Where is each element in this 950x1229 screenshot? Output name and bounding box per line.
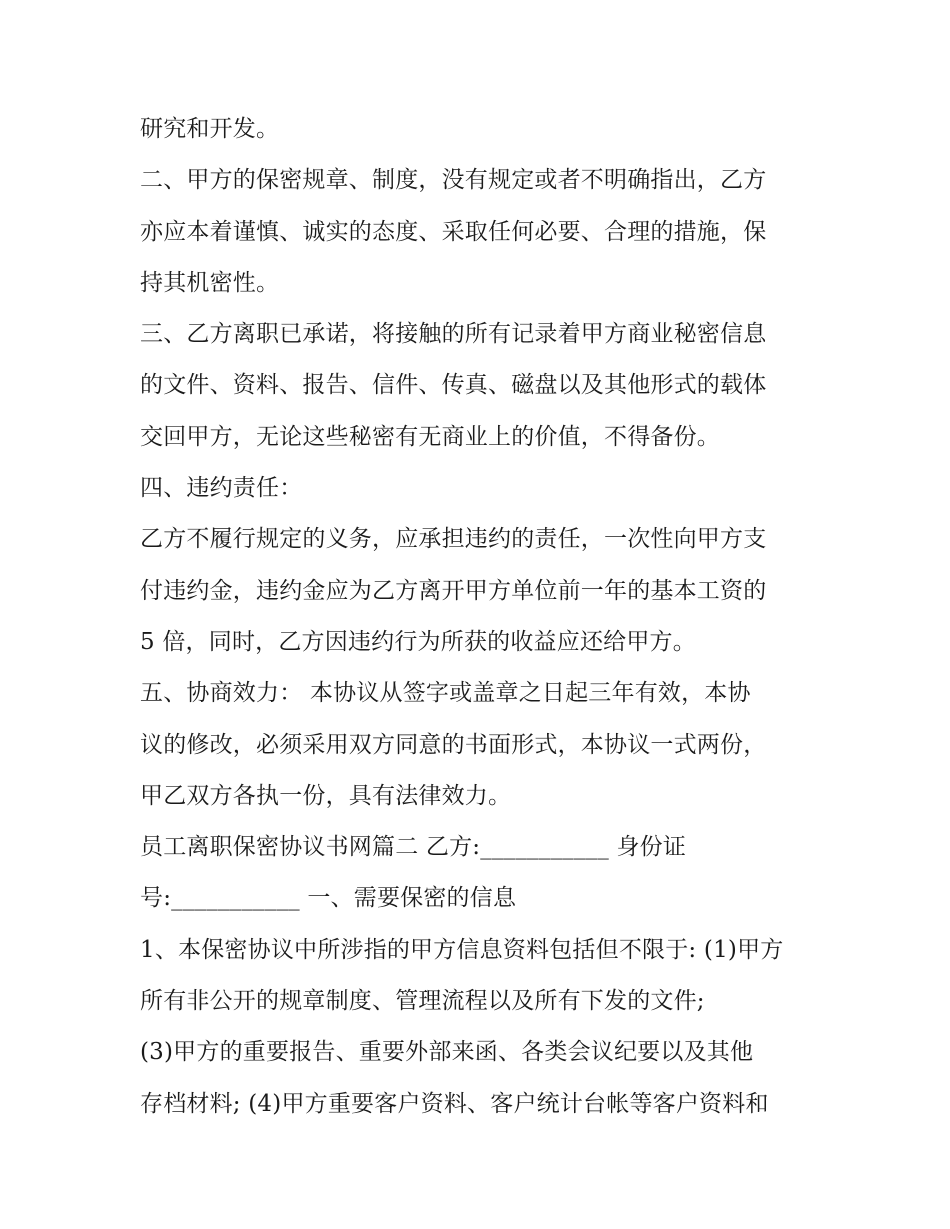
text-line: 的文件、资料、报告、信件、传真、磁盘以及其他形式的载体 (140, 372, 767, 399)
text-line: 所有非公开的规章制度、管理流程以及所有下发的文件; (140, 988, 705, 1015)
text-line: 二、甲方的保密规章、制度，没有规定或者不明确指出，乙方 (140, 167, 767, 194)
text-line: 员工离职保密协议书网篇二 乙方:___________ 身份证 (140, 834, 687, 861)
text-line: 五、协商效力： 本协议从签字或盖章之日起三年有效，本协 (140, 680, 751, 707)
text-line: 乙方不履行规定的义务，应承担违约的责任，一次性向甲方支 (140, 526, 767, 553)
text-line: (3)甲方的重要报告、重要外部来函、各类会议纪要以及其他 (140, 1039, 754, 1066)
text-line: 付违约金，违约金应为乙方离开甲方单位前一年的基本工资的 (140, 577, 767, 604)
text-line: 交回甲方，无论这些秘密有无商业上的价值，不得备份。 (140, 423, 720, 450)
text-line: 号:___________ 一、需要保密的信息 (140, 885, 517, 912)
text-line: 三、乙方离职已承诺，将接触的所有记录着甲方商业秘密信息 (140, 321, 767, 348)
text-line: 1、本保密协议中所涉指的甲方信息资料包括但不限于: (1)甲方 (140, 936, 784, 963)
text-line: 5 倍，同时，乙方因违约行为所获的收益应还给甲方。 (140, 628, 696, 655)
text-line: 甲乙双方各执一份，具有法律效力。 (140, 782, 512, 809)
text-line: 研究和开发。 (140, 116, 280, 142)
text-line: 议的修改，必须采用双方同意的书面形式，本协议一式两份， (140, 731, 767, 758)
section-heading: 四、违约责任： (140, 475, 303, 502)
document-body (140, 104, 820, 1130)
text-line: 亦应本着谨慎、诚实的态度、采取任何必要、合理的措施，保 (140, 218, 767, 245)
text-line: 持其机密性。 (140, 269, 280, 296)
text-line: 存档材料; (4)甲方重要客户资料、客户统计台帐等客户资料和 (140, 1090, 769, 1117)
